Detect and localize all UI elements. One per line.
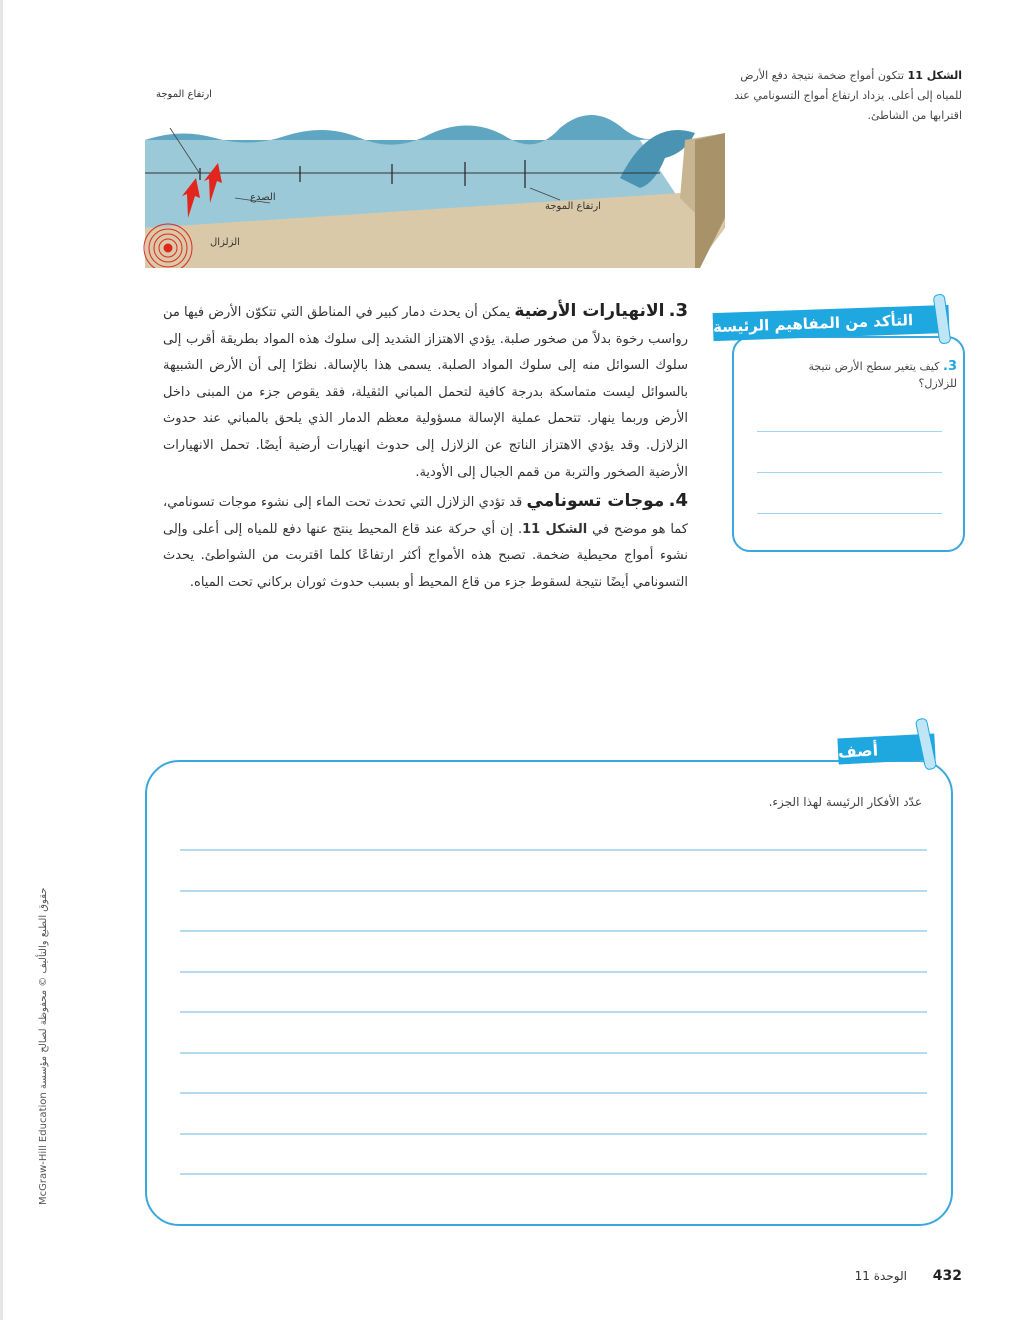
section4-heading: موجات تسونامي xyxy=(526,491,665,512)
label-wave-height-top: ارتفاع الموجة xyxy=(156,89,212,100)
writing-line[interactable] xyxy=(180,930,927,932)
section-tsunami xyxy=(163,488,688,596)
answer-line[interactable] xyxy=(757,513,942,514)
section4-figure-ref: الشكل 11 xyxy=(522,521,588,537)
unit-label: الوحدة 11 xyxy=(854,1269,907,1283)
page-number: 432 xyxy=(932,1268,962,1284)
section4-text-before: قد تؤدي الزلازل التي تحدث تحت الماء إلى نشوء موجات تسونامي، كما هو موضح في xyxy=(163,495,688,537)
question-text: كيف يتغير سطح الأرض نتيجة للزلازل؟ xyxy=(808,360,957,390)
writing-line[interactable] xyxy=(180,890,927,892)
writing-line[interactable] xyxy=(180,1173,927,1175)
page-footer xyxy=(855,1268,962,1284)
describe-title: أصف xyxy=(837,739,879,762)
label-fault: الصدع xyxy=(250,192,276,203)
writing-line[interactable] xyxy=(180,1011,927,1013)
section4-number: 4. xyxy=(668,490,688,512)
section4-text-after: . إن أي حركة عند قاع المحيط ينتج عنها دفع للمياه إلى أعلى وإلى نشوء أمواج محيطية ضخمة. تصبح هذه الأمواج أكثر ارتفاعًا كلما اقتربت من الشواطئ. يحدث التسونامي أيضًا نتيجة لسقوط جزء من قاع المحيط أو بسبب حدوث ثوران بركاني تحت المياه. xyxy=(163,521,688,590)
section3-text: يمكن أن يحدث دمار كبير في المناطق التي تتكوّن الأرض فيها من رواسب رخوة بدلاً من صخور صلبة. يؤدي الاهتزاز الشديد إلى سلوك هذه المواد بطريقة أقرب إلى سلوك السوائل منه إلى سلوك المواد الصلبة. يسمى هذا بالإسالة. نظرًا إلى أن الأرض الشبيهة بالسوائل ليست متماسكة بدرجة كافية لتحمل المباني الثقيلة، فقد يقوص جزء من المبنى داخل الأرض وربما ينهار. تتحمل عملية الإسالة مسؤولية معظم الدمار الذي يلحق بالمباني عند حدوث الزلازل. وقد يؤدي الاهتزاز الناتج عن الزلازل إلى حدوث انهيارات أرضية أيضًا. تحمل الانهيارات الأرضية الصخور والتربة من قمم الجبال إلى الأودية. xyxy=(163,305,688,480)
writing-line[interactable] xyxy=(180,849,927,851)
writing-line[interactable] xyxy=(180,1133,927,1135)
copyright-note: حقوق الطبع والتأليف © محفوظة لصالح مؤسسة McGraw-Hill Education xyxy=(38,887,49,1205)
key-concepts-title: التأكد من المفاهيم الرئيسة xyxy=(712,311,914,337)
answer-line[interactable] xyxy=(757,431,942,432)
answer-line[interactable] xyxy=(757,472,942,473)
label-wave-height-right: ارتفاع الموجة xyxy=(545,201,601,212)
label-earthquake: الزلزال xyxy=(210,237,240,248)
figure-caption xyxy=(732,66,962,126)
body-text xyxy=(163,298,688,599)
tsunami-figure xyxy=(140,78,725,268)
question-number: 3. xyxy=(943,359,957,374)
caption-label: الشكل 11 xyxy=(907,69,962,82)
section-landslides xyxy=(163,298,688,486)
writing-line[interactable] xyxy=(180,971,927,973)
key-concept-question xyxy=(797,358,957,392)
section3-number: 3. xyxy=(668,300,688,321)
land-side xyxy=(695,133,725,268)
page-edge xyxy=(0,0,3,1320)
section3-heading: الانهيارات الأرضية xyxy=(514,301,665,321)
caption-text: تتكون أمواج ضخمة نتيجة دفع الأرض للمياه إلى أعلى. يزداد ارتفاع أمواج التسونامي عند اقترابها من الشاطئ. xyxy=(734,69,962,122)
writing-line[interactable] xyxy=(180,1092,927,1094)
describe-prompt: عدّد الأفكار الرئيسة لهذا الجزء. xyxy=(768,795,922,809)
describe-box xyxy=(145,760,953,1226)
writing-line[interactable] xyxy=(180,1052,927,1054)
